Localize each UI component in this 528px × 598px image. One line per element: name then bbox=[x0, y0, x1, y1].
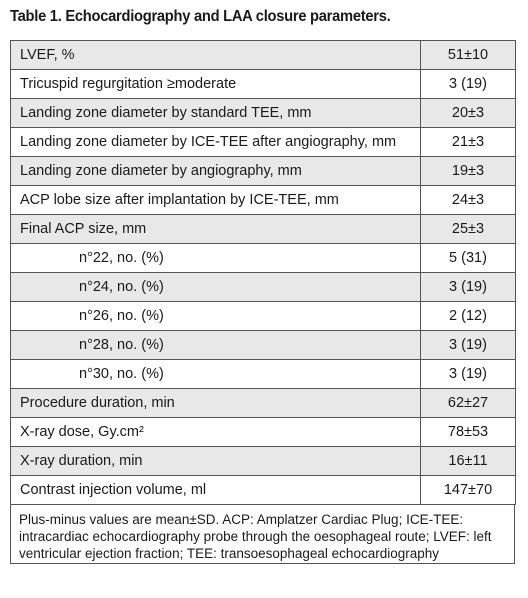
row-label: Landing zone diameter by ICE-TEE after angiography, mm bbox=[11, 128, 421, 157]
row-value: 62±27 bbox=[421, 389, 516, 418]
row-value: 3 (19) bbox=[421, 360, 516, 389]
row-value: 2 (12) bbox=[421, 302, 516, 331]
table-row bbox=[11, 273, 516, 302]
row-value: 78±53 bbox=[421, 418, 516, 447]
row-value: 147±70 bbox=[421, 476, 516, 505]
row-value: 19±3 bbox=[421, 157, 516, 186]
table-footnote: Plus-minus values are mean±SD. ACP: Amplatzer Cardiac Plug; ICE-TEE: intracardiac echocardiography probe through the oesophageal route; LVEF: left ventricular ejection fraction; TEE: transoesophageal echocardiography bbox=[10, 505, 515, 564]
table-row bbox=[11, 186, 516, 215]
row-value: 3 (19) bbox=[421, 70, 516, 99]
row-label: X-ray dose, Gy.cm² bbox=[11, 418, 421, 447]
row-value: 3 (19) bbox=[421, 331, 516, 360]
row-value: 24±3 bbox=[421, 186, 516, 215]
row-value: 20±3 bbox=[421, 99, 516, 128]
table-row bbox=[11, 389, 516, 418]
row-value: 16±11 bbox=[421, 447, 516, 476]
table-title: Table 1. Echocardiography and LAA closure parameters. bbox=[10, 8, 391, 25]
table-row bbox=[11, 41, 516, 70]
row-label: ACP lobe size after implantation by ICE-TEE, mm bbox=[11, 186, 421, 215]
row-value: 5 (31) bbox=[421, 244, 516, 273]
table-row bbox=[11, 447, 516, 476]
row-label: X-ray duration, min bbox=[11, 447, 421, 476]
table-row bbox=[11, 128, 516, 157]
table-row bbox=[11, 99, 516, 128]
row-label: LVEF, % bbox=[11, 41, 421, 70]
row-label: Landing zone diameter by standard TEE, mm bbox=[11, 99, 421, 128]
row-label: Procedure duration, min bbox=[11, 389, 421, 418]
row-label: n°30, no. (%) bbox=[11, 360, 421, 389]
row-value: 51±10 bbox=[421, 41, 516, 70]
table-row bbox=[11, 302, 516, 331]
table-container bbox=[10, 40, 515, 564]
table-row bbox=[11, 70, 516, 99]
row-label: Contrast injection volume, ml bbox=[11, 476, 421, 505]
table-row bbox=[11, 418, 516, 447]
row-label: n°28, no. (%) bbox=[11, 331, 421, 360]
row-label: Tricuspid regurgitation ≥moderate bbox=[11, 70, 421, 99]
row-label: n°26, no. (%) bbox=[11, 302, 421, 331]
table-row bbox=[11, 157, 516, 186]
table-row bbox=[11, 360, 516, 389]
row-label: Final ACP size, mm bbox=[11, 215, 421, 244]
table-row bbox=[11, 244, 516, 273]
row-label: Landing zone diameter by angiography, mm bbox=[11, 157, 421, 186]
row-label: n°24, no. (%) bbox=[11, 273, 421, 302]
table-row bbox=[11, 476, 516, 505]
row-value: 3 (19) bbox=[421, 273, 516, 302]
table-row bbox=[11, 331, 516, 360]
row-value: 25±3 bbox=[421, 215, 516, 244]
row-label: n°22, no. (%) bbox=[11, 244, 421, 273]
parameters-table bbox=[10, 40, 516, 505]
table-row bbox=[11, 215, 516, 244]
table-body bbox=[11, 41, 516, 505]
row-value: 21±3 bbox=[421, 128, 516, 157]
